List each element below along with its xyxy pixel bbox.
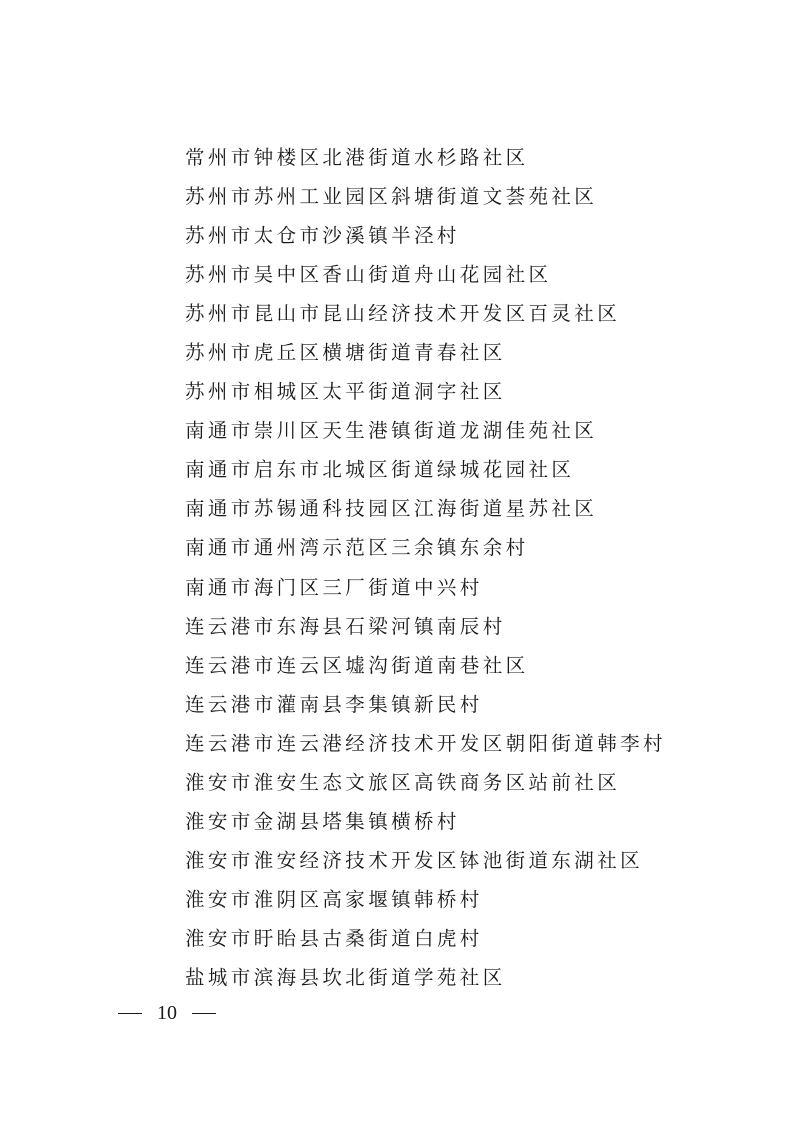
page-number: 10	[157, 1002, 177, 1025]
list-item: 常州市钟楼区北港街道水杉路社区	[185, 146, 529, 169]
list-item: 淮安市淮安生态文旅区高铁商务区站前社区	[185, 770, 621, 794]
list-item: 南通市通州湾示范区三余镇东余村	[185, 536, 529, 560]
right-dash	[192, 1013, 216, 1014]
list-item: 连云港市灌南县李集镇新民村	[185, 692, 483, 716]
list-item: 苏州市吴中区香山街道舟山花园社区	[185, 263, 552, 287]
list-item: 盐城市滨海县坎北街道学苑社区	[185, 965, 506, 989]
list-item: 淮安市金湖县塔集镇横桥村	[185, 809, 460, 833]
list-item: 连云港市东海县石梁河镇南辰村	[185, 614, 506, 638]
list-item: 南通市崇川区天生港镇街道龙湖佳苑社区	[185, 419, 598, 443]
list-item: 南通市海门区三厂街道中兴村	[185, 575, 483, 599]
list-item: 淮安市淮阴区高家堰镇韩桥村	[185, 887, 483, 911]
list-item: 苏州市苏州工业园区斜塘街道文荟苑社区	[185, 185, 598, 209]
community-list	[185, 138, 666, 997]
list-item: 苏州市太仓市沙溪镇半泾村	[185, 224, 460, 248]
list-item: 苏州市昆山市昆山经济技术开发区百灵社区	[185, 302, 621, 326]
list-item: 苏州市虎丘区横塘街道青春社区	[185, 341, 506, 365]
page-number-footer	[118, 998, 216, 1027]
list-item: 连云港市连云区墟沟街道南巷社区	[185, 653, 529, 677]
list-item: 连云港市连云港经济技术开发区朝阳街道韩李村	[185, 731, 666, 755]
list-item: 淮安市淮安经济技术开发区钵池街道东湖社区	[185, 848, 644, 872]
list-item: 南通市启东市北城区街道绿城花园社区	[185, 458, 575, 482]
left-dash	[118, 1013, 142, 1014]
list-item: 淮安市盱眙县古桑街道白虎村	[185, 926, 483, 950]
list-item: 南通市苏锡通科技园区江海街道星苏社区	[185, 497, 598, 521]
list-item: 苏州市相城区太平街道洞字社区	[185, 380, 506, 404]
